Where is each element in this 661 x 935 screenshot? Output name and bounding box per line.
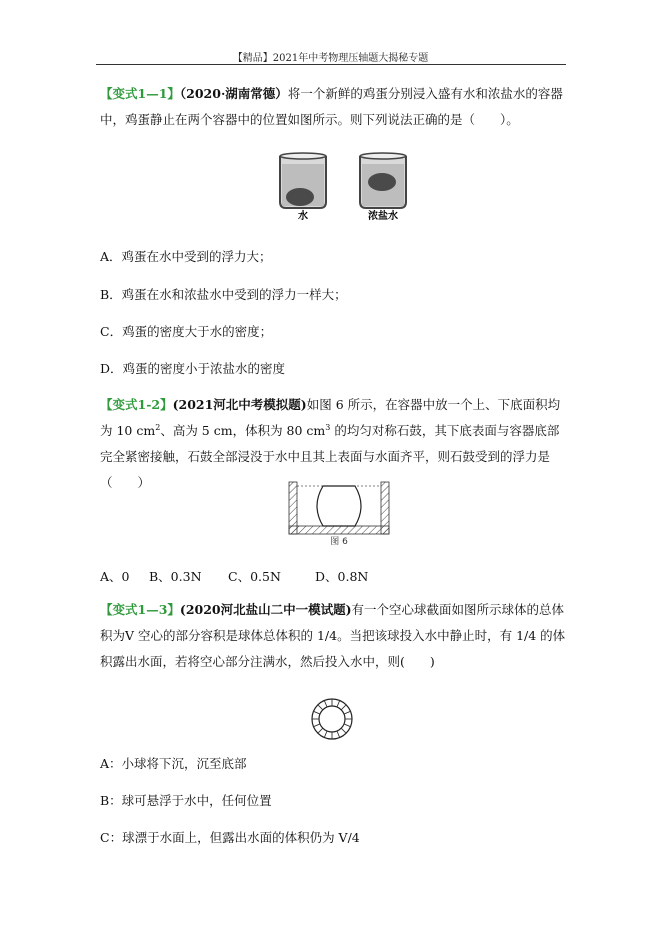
q2-text-b: 、高为 5 cm，体积为 80 cm [160,423,326,438]
q1-source: （2020·湖南常德） [179,86,288,101]
q1-option-d: D．鸡蛋的密度小于浓盐水的密度 [100,361,286,376]
q2-option-d: D、0.8N [315,569,369,584]
page-header: 【精品】2021年中考物理压轴题大揭秘专题 [232,53,429,64]
q1-option-c: C．鸡蛋的密度大于水的密度； [100,324,273,339]
hollow-ball-figure [309,696,355,742]
q2-sup-1: 2 [155,422,161,432]
q2-option-a: A、0 [100,569,130,584]
q2-text-a: 如图 6 所示，在容器中放一个上、下底面积均为 10 cm [100,397,561,438]
header-divider [96,64,566,65]
egg-figure [272,150,412,220]
egg-sunk [286,188,314,206]
q1-tag: 【变式1—1】 [100,86,180,101]
q3-option-c: C：球漂于水面上，但露出水面的体积仍为 V/4 [100,830,360,845]
q2-source: (2021河北中考模拟题) [172,397,307,412]
q1-option-a: A．鸡蛋在水中受到的浮力大； [100,249,272,264]
q2-tag: 【变式1-2】 [100,397,173,412]
stone-drum-figure [285,476,397,548]
q2-text-c: 的均匀对称石鼓，其下底表面与容器底部完全紧密接触，石鼓全部浸没于水中且其上表面与水面齐平，则石鼓受到的浮力是（ ） [100,423,560,490]
q3-option-b: B：球可悬浮于水中，任何位置 [100,793,272,808]
label-water: 水 [298,211,308,220]
label-salt-water: 浓盐水 [368,211,398,220]
q3-tag: 【变式1—3】 [100,602,180,617]
q2-sup-2: 3 [325,422,331,432]
container-bottom [289,526,389,534]
water-beaker [280,153,326,208]
egg-floating [368,173,396,191]
q2-option-c: C、0.5N [228,569,281,584]
question-3 [100,597,566,675]
question-1 [100,81,566,133]
q3-source: (2020河北盐山二中一模试题) [179,602,352,617]
q1-option-b: B．鸡蛋在水和浓盐水中受到的浮力一样大； [100,287,347,302]
figure-6-caption: 图 6 [330,537,348,547]
stone-drum [317,486,361,526]
q1-text: 将一个新鲜的鸡蛋分别浸入盛有水和浓盐水的容器中，鸡蛋静止在两个容器中的位置如图所示。则下列说法正确的是（ ）。 [100,86,563,127]
salt-water-beaker [360,153,406,208]
q2-option-b: B、0.3N [149,569,202,584]
q3-option-a: A：小球将下沉，沉至底部 [100,756,247,771]
q3-text: 有一个空心球截面如图所示球体的总体积为V 空心的部分容积是球体总体积的 1/4。当把该球投入水中静止时，有 1/4 的体积露出水面，若将空心部分注满水，然后投入水中，则( ) [100,602,566,669]
